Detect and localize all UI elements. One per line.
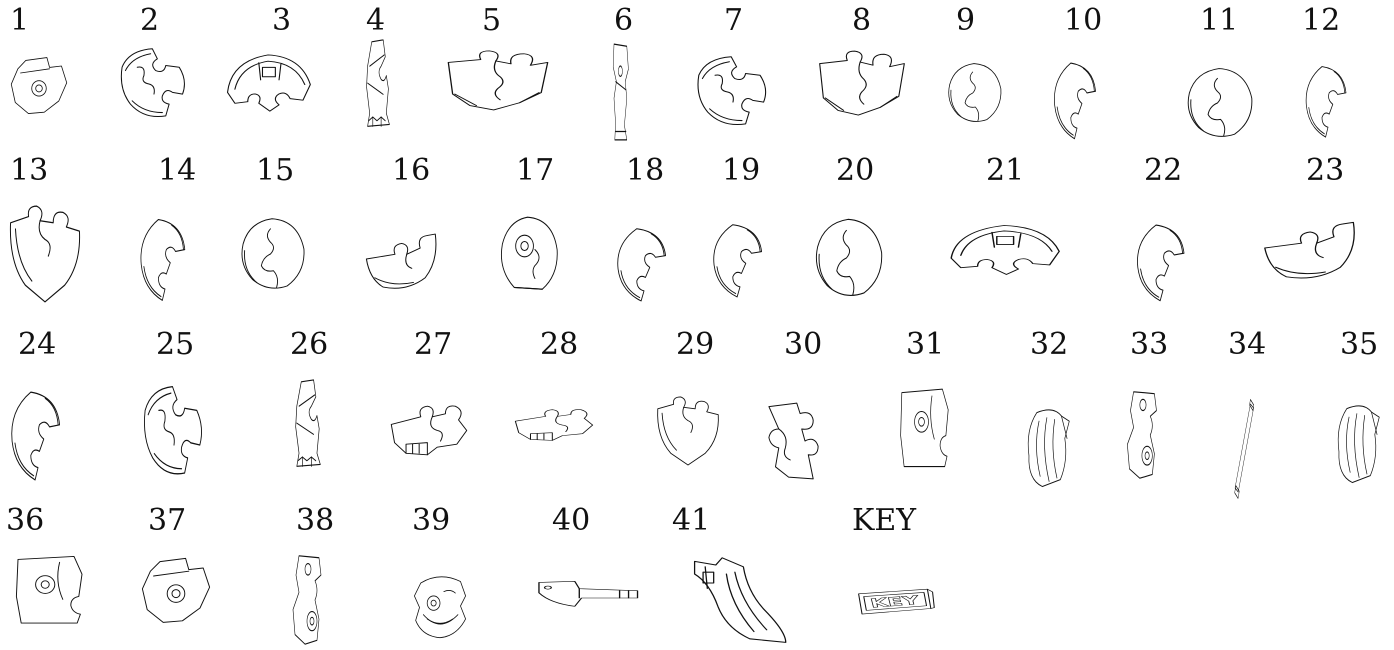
part-2-drawing [112, 42, 196, 126]
part-7-drawing [688, 50, 778, 134]
part-36-drawing [10, 552, 90, 626]
part-20-drawing [808, 212, 888, 304]
key-tag-text: KEY [868, 593, 921, 611]
part-15-drawing [234, 212, 310, 296]
part-label-26: 26 [290, 327, 329, 362]
part-label-7: 7 [724, 3, 744, 38]
part-label-33: 33 [1130, 327, 1169, 362]
part-4-drawing [352, 38, 404, 132]
part-12-drawing [1298, 60, 1358, 142]
part-11-drawing [1180, 62, 1258, 144]
part-label-24: 24 [18, 327, 57, 362]
part-label-4: 4 [366, 3, 386, 38]
part-40-drawing [530, 572, 642, 624]
part-label-9: 9 [956, 3, 976, 38]
part-5-drawing [444, 48, 552, 120]
part-label-15: 15 [256, 153, 295, 188]
part-31-drawing [896, 384, 954, 470]
part-38-drawing [284, 552, 334, 648]
part-16-drawing [358, 220, 442, 298]
part-label-14: 14 [158, 153, 197, 188]
part-label-3: 3 [272, 3, 292, 38]
part-label-2: 2 [140, 3, 160, 38]
part-29-drawing [652, 394, 724, 468]
part-label-23: 23 [1306, 153, 1345, 188]
part-32-drawing [1020, 404, 1076, 490]
part-26-drawing [280, 378, 336, 472]
part-label-30: 30 [784, 327, 823, 362]
part-41-drawing [684, 556, 790, 646]
part-label-11: 11 [1200, 3, 1239, 38]
part-3-drawing [222, 44, 314, 122]
part-37-drawing [136, 552, 216, 632]
part-34-drawing [1228, 400, 1260, 500]
part-label-18: 18 [626, 153, 665, 188]
part-9-drawing [942, 58, 1006, 128]
part-label-17: 17 [516, 153, 555, 188]
part-key-drawing [850, 580, 936, 626]
part-10-drawing [1046, 56, 1108, 144]
part-27-drawing [388, 394, 470, 470]
part-label-10: 10 [1064, 3, 1103, 38]
part-35-drawing [1330, 400, 1386, 486]
part-19-drawing [704, 218, 776, 302]
part-21-drawing [944, 216, 1064, 284]
part-label-28: 28 [540, 327, 579, 362]
part-8-drawing [816, 48, 908, 126]
part-6-drawing [602, 40, 642, 144]
part-label-37: 37 [148, 503, 187, 538]
part-33-drawing [1118, 388, 1170, 482]
part-30-drawing [764, 398, 846, 484]
part-label-13: 13 [10, 153, 49, 188]
part-label-16: 16 [392, 153, 431, 188]
part-label-29: 29 [676, 327, 715, 362]
part-17-drawing [492, 210, 566, 300]
part-label-38: 38 [296, 503, 335, 538]
part-14-drawing [132, 212, 198, 306]
part-22-drawing [1128, 218, 1198, 306]
part-label-39: 39 [412, 503, 451, 538]
part-label-6: 6 [614, 3, 634, 38]
part-25-drawing [136, 378, 212, 486]
part-label-34: 34 [1228, 327, 1267, 362]
part-18-drawing [608, 222, 680, 306]
part-label-22: 22 [1144, 153, 1183, 188]
part-label-20: 20 [836, 153, 875, 188]
part-label-25: 25 [156, 327, 195, 362]
part-label-41: 41 [672, 503, 711, 538]
part-39-drawing [408, 570, 472, 642]
part-label-40: 40 [552, 503, 591, 538]
part-label-35: 35 [1340, 327, 1379, 362]
part-label-8: 8 [852, 3, 872, 38]
part-label-31: 31 [906, 327, 945, 362]
part-23-drawing [1254, 208, 1362, 288]
part-label-27: 27 [414, 327, 453, 362]
part-label-19: 19 [722, 153, 761, 188]
part-label-32: 32 [1030, 327, 1069, 362]
part-13-drawing [4, 202, 86, 306]
part-28-drawing [512, 402, 596, 450]
part-label-12: 12 [1302, 3, 1341, 38]
part-label-1: 1 [10, 3, 30, 38]
part-label-36: 36 [6, 503, 45, 538]
part-label-5: 5 [482, 3, 502, 38]
part-label-21: 21 [986, 153, 1025, 188]
part-label-key: KEY [852, 503, 917, 538]
part-1-drawing [6, 52, 72, 122]
part-24-drawing [2, 384, 74, 486]
